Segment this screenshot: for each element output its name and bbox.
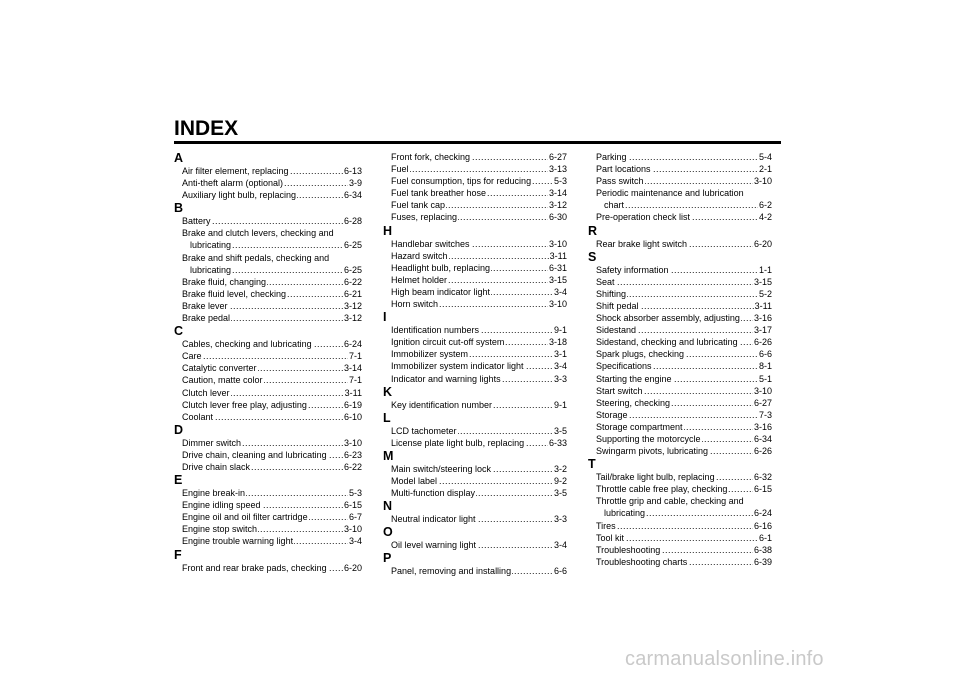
index-entry [391,274,567,286]
index-entry [391,360,567,372]
index-entry [391,175,567,187]
index-entry [596,495,772,507]
index-entry-page: 6-6 [553,566,567,577]
index-entry-text: Fuel tank breather hose [391,188,487,199]
index-entry-page: 6-23 [343,449,362,460]
index-entry-text: Storage compartment [596,421,683,432]
index-entry-text: Steering, checking [596,397,671,408]
index-entry-text: Battery [182,216,211,227]
index-entry-page: 6-6 [758,349,772,360]
index-entry-text: Engine stop switch [182,524,258,535]
index-entry [391,399,567,411]
index-entry-text: Engine oil and oil filter cartridge [182,512,308,523]
index-entry [182,276,362,288]
index-entry-page: 3-13 [548,164,567,175]
index-entry-page: 6-26 [753,446,772,457]
index-entry-page: 3-4 [553,361,567,372]
index-entry-text: Ignition circuit cut-off system [391,337,505,348]
index-entry-text: Horn switch [391,299,439,310]
index-entry-text: Swingarm pivots, lubricating [596,446,709,457]
index-entry-page: 3-12 [548,200,567,211]
page-title: INDEX [174,117,239,140]
index-entry [182,252,362,264]
index-entry-text: Shock absorber assembly, adjusting [596,313,740,324]
index-entry [596,556,772,568]
index-entry-page: 7-1 [348,375,362,386]
index-entry [596,544,772,556]
index-entry-text: Fuses, replacing [391,212,458,223]
index-entry-text: Identification numbers [391,325,480,336]
index-entry-page: 3-12 [343,313,362,324]
index-column-3 [588,151,772,568]
index-entry [190,264,362,276]
index-column-1 [174,151,362,574]
index-entry [182,399,362,411]
index-entry-page: 6-24 [753,508,772,519]
index-entry-text: Brake pedal [182,313,231,324]
index-entry-text: Engine break-in [182,488,246,499]
index-entry [391,151,567,163]
index-entry-page: 3-10 [343,524,362,535]
index-entry-text: Tool kit [596,532,625,543]
index-entry-text: Start switch [596,385,643,396]
index-entry-page: 6-2 [758,200,772,211]
index-entry-page: 3-16 [753,313,772,324]
index-entry-page: 6-20 [753,238,772,249]
index-entry-page: 6-20 [343,562,362,573]
index-entry [596,360,772,372]
index-entry [596,163,772,175]
index-entry-text: Throttle grip and cable, checking and [596,496,744,507]
index-entry [182,227,362,239]
index-entry-text: Starting the engine [596,373,672,384]
index-entry-page: 3-2 [553,463,567,474]
index-entry-page: 3-3 [553,514,567,525]
index-entry-page: 6-1 [758,532,772,543]
index-entry-page: 6-19 [343,399,362,410]
index-entry-text: Handlebar switches [391,238,470,249]
index-entry [182,165,362,177]
index-entry [596,336,772,348]
index-entry [391,324,567,336]
index-letter-n: N [383,499,393,514]
index-entry-page: 6-21 [343,288,362,299]
index-entry-page: 9-1 [553,399,567,410]
index-entry-page: 3-11 [549,250,567,261]
index-entry-text: Dimmer switch [182,437,242,448]
index-entry-text: Drive chain slack [182,461,251,472]
index-entry [391,513,567,525]
index-entry-page: 3-18 [548,337,567,348]
index-entry [596,373,772,385]
index-entry-text: Parking [596,152,627,162]
index-entry-page: 3-3 [553,373,567,384]
index-entry-page: 3-4 [348,536,362,547]
index-entry [391,262,567,274]
index-entry [596,445,772,457]
index-entry [596,288,772,300]
index-entry [391,425,567,437]
index-entry-page: 6-25 [343,264,362,275]
index-entry-page: 6-34 [753,433,772,444]
index-entry-text: Immobilizer system indicator light [391,361,524,372]
index-entry-page: 6-22 [343,461,362,472]
index-entry [596,264,772,276]
index-entry-text: lubricating [604,508,646,519]
index-entry [596,409,772,421]
index-letter-o: O [383,525,393,540]
index-entry-text: Front and rear brake pads, checking [182,562,327,573]
index-entry [391,348,567,360]
index-entry [596,211,772,223]
index-entry-page: 3-12 [343,300,362,311]
index-entry-page: 6-28 [343,216,362,227]
index-entry [182,374,362,386]
index-letter-e: E [174,473,183,488]
index-entry-page: 3-4 [553,540,567,551]
index-entry [182,215,362,227]
index-entry-page: 6-15 [753,484,772,495]
index-entry-text: Specifications [596,361,652,372]
index-entry [182,387,362,399]
index-letter-d: D [174,422,184,437]
index-entry [182,562,362,574]
index-entry-page: 5-3 [348,488,362,499]
index-entry-page: 9-2 [553,475,567,486]
index-entry-page: 3-14 [548,188,567,199]
index-entry-page: 5-1 [758,373,772,384]
index-entry [596,483,772,495]
index-entry-text: Seat [596,276,615,287]
index-entry [182,523,362,535]
index-entry [596,433,772,445]
index-entry-page: 7-1 [348,351,362,362]
index-entry-text: Hazard switch [391,250,448,261]
index-entry-page: 3-15 [753,276,772,287]
index-entry-text: Key identification number [391,399,493,410]
title-rule [174,141,781,144]
index-entry-page: 7-3 [758,409,772,420]
index-entry-page: 5-2 [758,288,772,299]
index-entry-text: Brake lever [182,300,228,311]
index-entry-page: 3-5 [553,488,567,499]
index-entry-page: 3-10 [343,437,362,448]
index-entry-text: Neutral indicator light [391,514,476,525]
index-entry [596,238,772,250]
index-entry-text: Pass switch [596,176,644,187]
index-entry-page: 3-5 [553,425,567,436]
index-entry [182,511,362,523]
index-entry-page: 6-10 [343,411,362,422]
index-entry-text: Troubleshooting [596,544,661,555]
index-entry-text: Model label [391,475,438,486]
index-entry-text: Tires [596,520,616,531]
index-entry-text: Fuel tank cap [391,200,446,211]
index-entry-page: 6-22 [343,276,362,287]
index-entry-text: Spark plugs, checking [596,349,685,360]
index-entry-text: Shift pedal [596,300,639,311]
index-entry-page: 6-16 [753,520,772,531]
index-entry-text: License plate light bulb, replacing [391,437,525,448]
index-letter-t: T [588,457,596,472]
index-entry-text: Storage [596,409,628,420]
index-entry-text: Engine trouble warning light [182,536,294,547]
index-entry-text: Clutch lever [182,387,230,398]
index-entry-text: Fuel [391,164,409,175]
index-entry-text: Air filter element, replacing [182,166,289,176]
index-entry-page: 3-15 [548,274,567,285]
index-entry [391,437,567,449]
index-entry [182,487,362,499]
index-entry-text: Catalytic converter [182,363,257,374]
index-entry-page: 3-4 [553,286,567,297]
index-entry-page: 3-16 [753,421,772,432]
index-entry-page: 2-1 [758,164,772,175]
index-entry-text: Panel, removing and installing [391,566,512,577]
index-entry-text: Helmet holder [391,274,448,285]
index-entry [596,421,772,433]
index-entry [182,411,362,423]
index-entry [596,397,772,409]
index-entry-page: 3-10 [753,176,772,187]
index-entry-page: 1-1 [758,264,772,275]
index-entry-text: Pre-operation check list [596,212,691,223]
index-letter-b: B [174,201,184,216]
index-entry-text: chart [604,200,625,211]
index-letter-i: I [383,310,387,325]
index-entry [604,199,772,211]
index-entry [596,520,772,532]
index-entry-text: Oil level warning light [391,540,477,551]
index-entry [182,338,362,350]
index-entry-page: 6-15 [343,500,362,511]
index-entry [182,288,362,300]
index-entry-text: Front fork, checking [391,152,471,162]
index-entry-page: 6-27 [548,152,567,162]
index-entry [190,239,362,251]
index-entry [391,539,567,551]
index-entry [596,532,772,544]
index-entry-text: Care [182,351,202,362]
index-entry-text: Brake fluid, changing [182,276,267,287]
index-entry-page: 8-1 [758,361,772,372]
index-entry [596,324,772,336]
index-entry [391,250,567,262]
index-entry-text: Troubleshooting charts [596,556,688,567]
index-entry [182,437,362,449]
index-entry [391,373,567,385]
index-entry-page: 3-11 [754,300,772,311]
index-entry-text: Brake and clutch levers, checking and [182,228,334,239]
index-entry-text: Periodic maintenance and lubrication [596,188,744,199]
index-entry-page: 6-38 [753,544,772,555]
index-letter-s: S [588,249,597,264]
index-entry-text: Supporting the motorcycle [596,433,701,444]
index-entry-text: Immobilizer system [391,349,469,360]
index-entry-text: Tail/brake light bulb, replacing [596,472,715,483]
index-entry [391,463,567,475]
index-entry [182,189,362,201]
index-letter-l: L [383,410,391,425]
index-entry [391,187,567,199]
index-entry-text: Multi-function display [391,488,476,499]
index-letter-a: A [174,151,184,165]
index-entry-page: 6-31 [548,262,567,273]
index-entry-text: lubricating [190,240,232,251]
index-entry [182,449,362,461]
index-entry [391,298,567,310]
index-entry-text: Safety information [596,264,669,275]
index-entry-page: 3-1 [553,349,567,360]
index-entry [182,177,362,189]
index-letter-h: H [383,223,393,238]
index-entry-page: 6-32 [753,472,772,483]
index-entry-page: 3-11 [344,387,362,398]
index-entry-page: 6-25 [343,240,362,251]
index-entry [182,312,362,324]
index-entry-page: 6-26 [753,337,772,348]
index-entry-text: Engine idling speed [182,500,261,511]
index-entry [182,499,362,511]
index-letter-r: R [588,223,598,238]
index-entry-page: 6-33 [548,437,567,448]
index-entry [596,276,772,288]
index-entry [182,300,362,312]
index-entry-text: Cables, checking and lubricating [182,339,312,350]
index-entry [391,487,567,499]
index-entry-text: Throttle cable free play, checking [596,484,728,495]
index-entry [182,461,362,473]
index-entry-text: Anti-theft alarm (optional) [182,178,284,189]
index-entry-text: Sidestand [596,325,637,336]
index-entry-page: 6-7 [348,512,362,523]
index-entry-page: 5-3 [553,176,567,187]
index-entry [604,507,772,519]
index-entry-text: Shifting [596,288,627,299]
index-entry [596,348,772,360]
index-letter-f: F [174,547,182,562]
index-entry [182,362,362,374]
index-entry-text: Drive chain, cleaning and lubricating [182,449,327,460]
index-entry [596,187,772,199]
index-entry-page: 6-27 [753,397,772,408]
index-entry [391,286,567,298]
index-entry-page: 3-17 [753,325,772,336]
index-entry-text: Part locations [596,164,651,175]
index-letter-c: C [174,324,184,339]
watermark: carmanualsonline.info [625,648,824,670]
index-entry-page: 6-24 [343,339,362,350]
index-entry-page: 3-10 [548,238,567,249]
index-entry-text: Rear brake light switch [596,238,688,249]
index-entry-text: Indicator and warning lights [391,373,501,384]
index-entry-text: Main switch/steering lock [391,463,492,474]
index-entry-text: Brake fluid level, checking [182,288,287,299]
index-entry [391,475,567,487]
index-entry-page: 3-10 [548,299,567,310]
index-entry [391,336,567,348]
index-entry-page: 6-30 [548,212,567,223]
index-entry [391,211,567,223]
index-entry [182,535,362,547]
index-entry-page: 3-10 [753,385,772,396]
index-entry-page: 6-13 [343,166,362,176]
index-entry [596,175,772,187]
index-letter-p: P [383,551,392,566]
index-letter-k: K [383,384,393,399]
index-entry-page: 6-34 [343,190,362,201]
index-entry-text: Fuel consumption, tips for reducing [391,176,532,187]
index-entry [596,471,772,483]
index-entry [596,385,772,397]
index-entry-page: 6-39 [753,556,772,567]
index-entry-page: 3-14 [343,363,362,374]
index-entry [182,350,362,362]
index-entry-text: Sidestand, checking and lubricating [596,337,738,348]
index-entry [596,312,772,324]
index-entry [391,238,567,250]
index-entry-page: 9-1 [553,325,567,336]
index-entry-text: lubricating [190,264,232,275]
index-entry-page: 3-9 [348,178,362,189]
index-entry-text: LCD tachometer [391,425,457,436]
index-column-2 [383,151,567,577]
index-entry-text: Auxiliary light bulb, replacing [182,190,297,201]
index-letter-m: M [383,448,394,463]
index-entry-text: High beam indicator light [391,286,491,297]
index-entry-text: Caution, matte color [182,375,263,386]
index-entry-page: 4-2 [758,212,772,223]
index-entry [596,151,772,163]
index-entry-text: Brake and shift pedals, checking and [182,252,330,263]
index-entry [391,565,567,577]
index-entry-text: Headlight bulb, replacing [391,262,491,273]
index-entry-text: Coolant [182,411,214,422]
index-entry-text: Clutch lever free play, adjusting [182,399,307,410]
index-entry-page: 5-4 [758,152,772,162]
index-entry [391,199,567,211]
index-entry [391,163,567,175]
index-entry [596,300,772,312]
